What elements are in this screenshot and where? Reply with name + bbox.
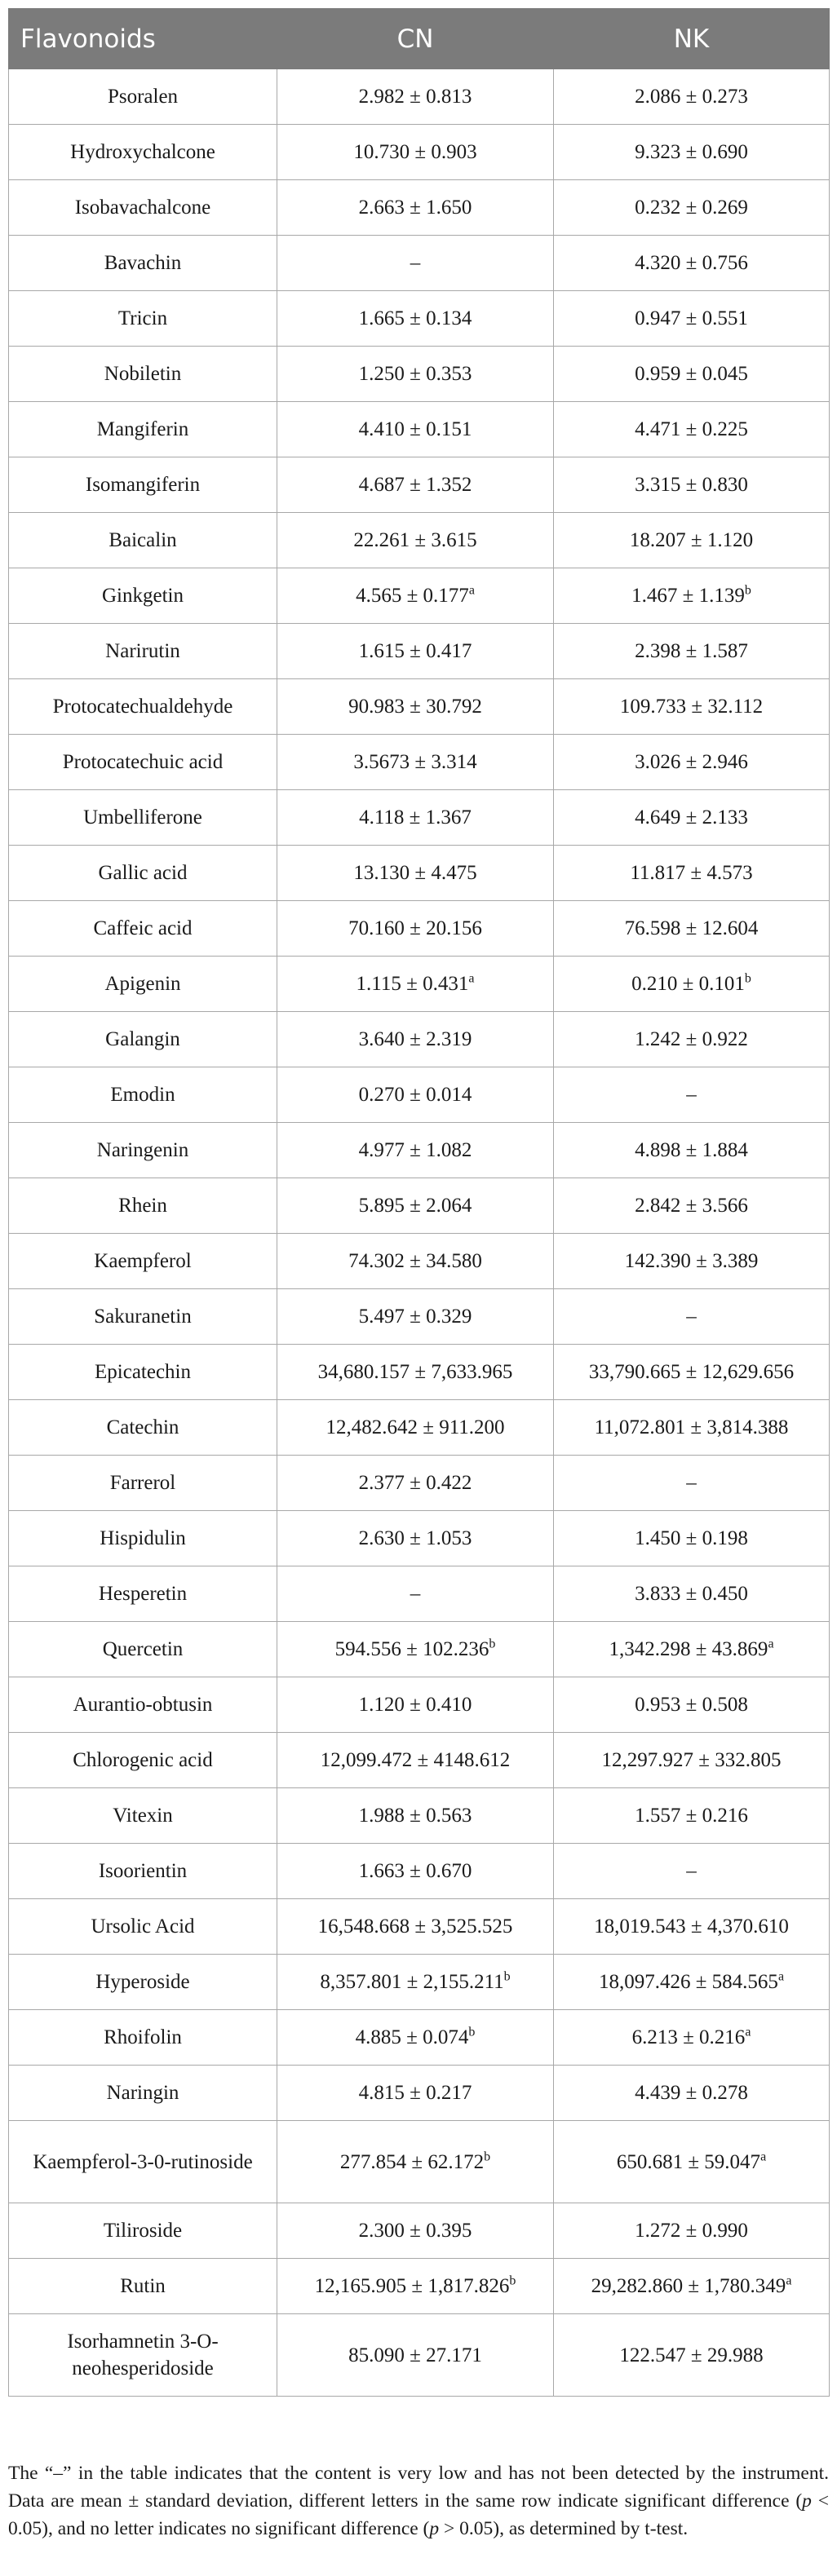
significance-letter: a: [777, 1969, 785, 1984]
cell-cn-value-text: 4.565 ± 0.177: [356, 585, 469, 607]
cell-cn-value-text: –: [410, 1583, 421, 1605]
cell-nk-value: [554, 1788, 830, 1844]
cell-flavonoid-name: Galangin: [9, 1012, 277, 1067]
significance-letter: a: [760, 2150, 767, 2164]
cell-nk-value-text: 3.833 ± 0.450: [635, 1583, 748, 1605]
cell-flavonoid-name: Rhein: [9, 1178, 277, 1234]
cell-flavonoid-name: Isorhamnetin 3-O-neohesperidoside: [9, 2314, 277, 2397]
cell-nk-value: [554, 1622, 830, 1677]
cell-nk-value-text: 0.959 ± 0.045: [635, 363, 748, 385]
cell-cn-value-text: 10.730 ± 0.903: [353, 141, 477, 163]
cell-cn-value-text: 1.663 ± 0.670: [358, 1860, 472, 1882]
table-row: [9, 1788, 830, 1844]
cell-nk-value-text: –: [686, 1472, 697, 1494]
table-header: [9, 9, 830, 69]
table-row: [9, 180, 830, 236]
cell-nk-value-text: 109.733 ± 32.112: [619, 696, 764, 718]
cell-nk-value-text: 1.557 ± 0.216: [635, 1805, 748, 1827]
table-row: [9, 1677, 830, 1733]
cell-cn-value: [277, 69, 554, 125]
cell-cn-value: [277, 957, 554, 1012]
cell-cn-value: [277, 457, 554, 513]
cell-nk-value-text: 650.681 ± 59.047: [616, 2150, 761, 2173]
footnote-p-symbol-2: p: [429, 2518, 440, 2539]
cell-nk-value-text: 4.439 ± 0.278: [635, 2082, 748, 2104]
table-row: [9, 291, 830, 347]
cell-cn-value-text: 1.988 ± 0.563: [358, 1805, 472, 1827]
table-row: [9, 2259, 830, 2314]
cell-cn-value-text: 16,548.668 ± 3,525.525: [317, 1915, 513, 1938]
cell-nk-value: [554, 2010, 830, 2066]
cell-nk-value-text: 18,019.543 ± 4,370.610: [594, 1915, 789, 1938]
cell-cn-value: [277, 513, 554, 568]
cell-nk-value-text: 0.947 ± 0.551: [635, 307, 748, 329]
cell-cn-value: [277, 1067, 554, 1123]
cell-nk-value-text: 12,297.927 ± 332.805: [601, 1749, 782, 1771]
table-row: [9, 846, 830, 901]
table-row: [9, 1511, 830, 1566]
cell-flavonoid-name: Farrerol: [9, 1456, 277, 1511]
table-row: [9, 568, 830, 624]
table-row: [9, 1012, 830, 1067]
cell-cn-value-text: 1.615 ± 0.417: [358, 640, 472, 662]
table-row: [9, 1067, 830, 1123]
table-row: [9, 402, 830, 457]
footnote-p-symbol-1: p: [802, 2490, 812, 2512]
cell-flavonoid-name: Naringenin: [9, 1123, 277, 1178]
cell-cn-value-text: 4.977 ± 1.082: [358, 1139, 472, 1161]
cell-flavonoid-name: Hydroxychalcone: [9, 125, 277, 180]
cell-nk-value-text: 4.898 ± 1.884: [635, 1139, 748, 1161]
cell-cn-value: [277, 1955, 554, 2010]
cell-flavonoid-name: Caffeic acid: [9, 901, 277, 957]
cell-flavonoid-name: Bavachin: [9, 236, 277, 291]
cell-nk-value: [554, 735, 830, 790]
footnote-text-3: > 0.05), as determined by t-test.: [439, 2518, 689, 2539]
header-cn: CN: [277, 9, 554, 69]
cell-nk-value: [554, 1955, 830, 2010]
cell-nk-value: [554, 1844, 830, 1899]
cell-cn-value-text: 85.090 ± 27.171: [348, 2344, 482, 2366]
table-row: [9, 1289, 830, 1345]
table-row: [9, 679, 830, 735]
cell-cn-value: [277, 1400, 554, 1456]
cell-flavonoid-name: Nobiletin: [9, 347, 277, 402]
cell-cn-value: [277, 402, 554, 457]
table-row: [9, 624, 830, 679]
cell-cn-value: [277, 1622, 554, 1677]
table-row: [9, 2010, 830, 2066]
cell-cn-value: [277, 1234, 554, 1289]
cell-flavonoid-name: Protocatechuic acid: [9, 735, 277, 790]
cell-flavonoid-name: Mangiferin: [9, 402, 277, 457]
table-footnote: [8, 2459, 829, 2543]
cell-cn-value-text: 12,165.905 ± 1,817.826: [314, 2275, 510, 2297]
cell-nk-value: [554, 1012, 830, 1067]
table-row: [9, 2121, 830, 2203]
cell-flavonoid-name: Hesperetin: [9, 1566, 277, 1622]
cell-cn-value-text: 34,680.157 ± 7,633.965: [317, 1361, 513, 1383]
cell-nk-value-text: 3.315 ± 0.830: [635, 474, 748, 496]
cell-cn-value-text: 0.270 ± 0.014: [358, 1084, 472, 1106]
significance-letter: a: [745, 2025, 751, 2039]
header-flavonoids: Flavonoids: [9, 9, 277, 69]
cell-nk-value-text: –: [686, 1860, 697, 1882]
cell-nk-value: [554, 2066, 830, 2121]
significance-letter: b: [489, 1637, 496, 1651]
cell-nk-value: [554, 1178, 830, 1234]
cell-nk-value: [554, 2314, 830, 2397]
cell-nk-value: [554, 568, 830, 624]
cell-cn-value-text: 1.250 ± 0.353: [358, 363, 472, 385]
cell-nk-value: [554, 901, 830, 957]
cell-nk-value: [554, 2259, 830, 2314]
cell-flavonoid-name: Hyperoside: [9, 1955, 277, 2010]
cell-cn-value-text: 22.261 ± 3.615: [353, 529, 477, 551]
table-row: [9, 236, 830, 291]
header-nk: NK: [554, 9, 830, 69]
cell-flavonoid-name: Rhoifolin: [9, 2010, 277, 2066]
table-row: [9, 901, 830, 957]
cell-nk-value-text: 29,282.860 ± 1,780.349: [591, 2275, 786, 2297]
cell-flavonoid-name: Vitexin: [9, 1788, 277, 1844]
cell-cn-value-text: 13.130 ± 4.475: [353, 862, 477, 884]
cell-cn-value: [277, 1456, 554, 1511]
cell-cn-value: [277, 236, 554, 291]
cell-nk-value: [554, 957, 830, 1012]
cell-nk-value-text: 4.471 ± 0.225: [635, 418, 748, 440]
significance-letter: a: [768, 1637, 774, 1651]
cell-flavonoid-name: Isoorientin: [9, 1844, 277, 1899]
cell-cn-value-text: 8,357.801 ± 2,155.211: [320, 1971, 504, 1993]
cell-flavonoid-name: Quercetin: [9, 1622, 277, 1677]
cell-cn-value-text: 4.118 ± 1.367: [359, 806, 472, 828]
cell-cn-value: [277, 2066, 554, 2121]
table-row: [9, 1899, 830, 1955]
cell-nk-value: [554, 2121, 830, 2203]
cell-flavonoid-name: Psoralen: [9, 69, 277, 125]
cell-nk-value-text: 122.547 ± 29.988: [619, 2344, 764, 2366]
cell-nk-value: [554, 624, 830, 679]
cell-nk-value-text: 4.649 ± 2.133: [635, 806, 748, 828]
cell-cn-value-text: 5.895 ± 2.064: [358, 1195, 472, 1217]
table-row: [9, 1622, 830, 1677]
table-row: [9, 1123, 830, 1178]
cell-nk-value-text: 6.213 ± 0.216: [631, 2026, 746, 2048]
cell-cn-value-text: 1.665 ± 0.134: [358, 307, 472, 329]
cell-cn-value: [277, 1899, 554, 1955]
footnote-text-2: < 0.05), and no letter indicates no significant difference (: [8, 2490, 829, 2539]
cell-nk-value: [554, 1511, 830, 1566]
cell-cn-value-text: 5.497 ± 0.329: [358, 1306, 472, 1328]
cell-nk-value: [554, 1899, 830, 1955]
significance-letter: b: [484, 2150, 491, 2164]
table-row: [9, 1566, 830, 1622]
cell-cn-value-text: 74.302 ± 34.580: [348, 1250, 482, 1272]
cell-cn-value-text: 3.5673 ± 3.314: [353, 751, 477, 773]
cell-nk-value-text: 1,342.298 ± 43.869: [609, 1638, 768, 1660]
table-row: [9, 69, 830, 125]
table-row: [9, 2066, 830, 2121]
cell-cn-value-text: 4.687 ± 1.352: [358, 474, 472, 496]
cell-cn-value: [277, 1178, 554, 1234]
cell-cn-value-text: 3.640 ± 2.319: [358, 1028, 472, 1050]
cell-nk-value: [554, 1123, 830, 1178]
cell-nk-value-text: 18.207 ± 1.120: [629, 529, 754, 551]
significance-letter: b: [744, 583, 751, 598]
cell-cn-value: [277, 1123, 554, 1178]
cell-cn-value: [277, 1566, 554, 1622]
cell-flavonoid-name: Baicalin: [9, 513, 277, 568]
significance-letter: a: [786, 2273, 792, 2288]
cell-cn-value: [277, 568, 554, 624]
cell-flavonoid-name: Ginkgetin: [9, 568, 277, 624]
cell-nk-value: [554, 1234, 830, 1289]
cell-nk-value: [554, 69, 830, 125]
cell-nk-value: [554, 1456, 830, 1511]
significance-letter: b: [509, 2273, 516, 2288]
cell-flavonoid-name: Hispidulin: [9, 1511, 277, 1566]
table-row: [9, 1955, 830, 2010]
header-row: [9, 9, 830, 69]
cell-flavonoid-name: Umbelliferone: [9, 790, 277, 846]
cell-cn-value-text: 12,099.472 ± 4148.612: [320, 1749, 511, 1771]
cell-cn-value: [277, 901, 554, 957]
cell-cn-value: [277, 1345, 554, 1400]
cell-cn-value-text: 12,482.642 ± 911.200: [326, 1416, 505, 1438]
cell-nk-value: [554, 1677, 830, 1733]
cell-nk-value-text: 0.232 ± 0.269: [635, 197, 748, 219]
cell-cn-value: [277, 2121, 554, 2203]
table-row: [9, 1345, 830, 1400]
cell-nk-value-text: 76.598 ± 12.604: [624, 917, 759, 939]
cell-nk-value-text: 2.842 ± 3.566: [635, 1195, 748, 1217]
cell-nk-value: [554, 1400, 830, 1456]
cell-flavonoid-name: Aurantio-obtusin: [9, 1677, 277, 1733]
cell-nk-value: [554, 1345, 830, 1400]
cell-cn-value: [277, 1844, 554, 1899]
cell-nk-value: [554, 1067, 830, 1123]
table-row: [9, 125, 830, 180]
cell-nk-value-text: 1.242 ± 0.922: [635, 1028, 748, 1050]
cell-cn-value: [277, 1012, 554, 1067]
cell-flavonoid-name: Gallic acid: [9, 846, 277, 901]
cell-flavonoid-name: Protocatechualdehyde: [9, 679, 277, 735]
cell-cn-value-text: 70.160 ± 20.156: [348, 917, 482, 939]
cell-cn-value: [277, 1788, 554, 1844]
cell-nk-value-text: 142.390 ± 3.389: [624, 1250, 759, 1272]
cell-nk-value: [554, 513, 830, 568]
cell-flavonoid-name: Catechin: [9, 1400, 277, 1456]
table-row: [9, 457, 830, 513]
cell-cn-value: [277, 679, 554, 735]
cell-cn-value: [277, 2203, 554, 2259]
cell-flavonoid-name: Tiliroside: [9, 2203, 277, 2259]
cell-cn-value: [277, 1677, 554, 1733]
cell-cn-value: [277, 1733, 554, 1788]
significance-letter: b: [744, 971, 751, 986]
table-row: [9, 1456, 830, 1511]
cell-flavonoid-name: Naringin: [9, 2066, 277, 2121]
table-row: [9, 790, 830, 846]
cell-cn-value-text: 2.630 ± 1.053: [358, 1527, 472, 1549]
cell-flavonoid-name: Emodin: [9, 1067, 277, 1123]
table-row: [9, 2203, 830, 2259]
significance-letter: a: [468, 971, 475, 986]
table-row: [9, 1400, 830, 1456]
cell-cn-value-text: 2.982 ± 0.813: [358, 86, 472, 108]
cell-cn-value: [277, 2314, 554, 2397]
cell-flavonoid-name: Kaempferol-3-0-rutinoside: [9, 2121, 277, 2203]
table-row: [9, 1178, 830, 1234]
cell-cn-value-text: 1.115 ± 0.431: [356, 973, 469, 995]
cell-cn-value: [277, 1511, 554, 1566]
cell-nk-value-text: 1.272 ± 0.990: [635, 2220, 748, 2242]
cell-cn-value-text: 1.120 ± 0.410: [358, 1694, 472, 1716]
cell-nk-value: [554, 1733, 830, 1788]
cell-cn-value: [277, 291, 554, 347]
cell-nk-value: [554, 1566, 830, 1622]
flavonoid-table: [8, 8, 830, 2397]
cell-cn-value-text: 2.300 ± 0.395: [358, 2220, 472, 2242]
cell-nk-value: [554, 2203, 830, 2259]
cell-cn-value: [277, 2010, 554, 2066]
cell-cn-value-text: 4.815 ± 0.217: [358, 2082, 472, 2104]
cell-cn-value: [277, 347, 554, 402]
cell-nk-value: [554, 125, 830, 180]
cell-cn-value: [277, 624, 554, 679]
table-row: [9, 2314, 830, 2397]
table-row: [9, 1733, 830, 1788]
cell-cn-value-text: 2.377 ± 0.422: [358, 1472, 472, 1494]
cell-nk-value: [554, 236, 830, 291]
cell-cn-value: [277, 180, 554, 236]
cell-cn-value-text: 277.854 ± 62.172: [339, 2150, 485, 2173]
cell-flavonoid-name: Narirutin: [9, 624, 277, 679]
cell-nk-value-text: 11,072.801 ± 3,814.388: [594, 1416, 789, 1438]
table-row: [9, 957, 830, 1012]
cell-cn-value-text: 2.663 ± 1.650: [358, 197, 472, 219]
cell-flavonoid-name: Isomangiferin: [9, 457, 277, 513]
table-row: [9, 1844, 830, 1899]
table-row: [9, 347, 830, 402]
cell-nk-value-text: 11.817 ± 4.573: [630, 862, 753, 884]
cell-nk-value: [554, 679, 830, 735]
cell-nk-value-text: 2.086 ± 0.273: [635, 86, 748, 108]
cell-nk-value-text: 0.953 ± 0.508: [635, 1694, 748, 1716]
cell-cn-value: [277, 735, 554, 790]
footnote-text-1: The “–” in the table indicates that the content is very low and has not been detected by the instrument. Data are mean ± standard deviation, different letters in the same row indicate significant difference (: [8, 2463, 829, 2512]
cell-nk-value-text: 1.467 ± 1.139: [631, 585, 745, 607]
cell-flavonoid-name: Sakuranetin: [9, 1289, 277, 1345]
table-row: [9, 513, 830, 568]
cell-nk-value: [554, 1289, 830, 1345]
cell-cn-value: [277, 846, 554, 901]
significance-letter: a: [468, 583, 475, 598]
cell-flavonoid-name: Tricin: [9, 291, 277, 347]
cell-nk-value: [554, 846, 830, 901]
table-row: [9, 735, 830, 790]
cell-flavonoid-name: Apigenin: [9, 957, 277, 1012]
cell-flavonoid-name: Kaempferol: [9, 1234, 277, 1289]
significance-letter: b: [468, 2025, 476, 2039]
cell-cn-value: [277, 790, 554, 846]
cell-cn-value: [277, 1289, 554, 1345]
cell-nk-value: [554, 180, 830, 236]
cell-nk-value: [554, 347, 830, 402]
cell-nk-value-text: –: [686, 1084, 697, 1106]
cell-nk-value: [554, 790, 830, 846]
cell-nk-value-text: 2.398 ± 1.587: [635, 640, 748, 662]
cell-nk-value-text: –: [686, 1306, 697, 1328]
cell-cn-value: [277, 125, 554, 180]
cell-nk-value-text: 9.323 ± 0.690: [635, 141, 748, 163]
cell-cn-value: [277, 2259, 554, 2314]
cell-flavonoid-name: Rutin: [9, 2259, 277, 2314]
table-row: [9, 1234, 830, 1289]
cell-flavonoid-name: Isobavachalcone: [9, 180, 277, 236]
table-body: [9, 69, 830, 2397]
cell-nk-value: [554, 402, 830, 457]
cell-nk-value-text: 18,097.426 ± 584.565: [598, 1971, 778, 1993]
cell-nk-value: [554, 291, 830, 347]
cell-cn-value-text: 4.410 ± 0.151: [358, 418, 472, 440]
cell-nk-value-text: 0.210 ± 0.101: [631, 973, 745, 995]
cell-flavonoid-name: Epicatechin: [9, 1345, 277, 1400]
cell-cn-value-text: 594.556 ± 102.236: [334, 1638, 489, 1660]
cell-cn-value-text: 90.983 ± 30.792: [348, 696, 482, 718]
cell-nk-value-text: 3.026 ± 2.946: [635, 751, 748, 773]
cell-nk-value-text: 1.450 ± 0.198: [635, 1527, 748, 1549]
cell-cn-value-text: 4.885 ± 0.074: [355, 2026, 469, 2048]
cell-nk-value-text: 33,790.665 ± 12,629.656: [588, 1361, 795, 1383]
cell-flavonoid-name: Chlorogenic acid: [9, 1733, 277, 1788]
cell-flavonoid-name: Ursolic Acid: [9, 1899, 277, 1955]
cell-nk-value: [554, 457, 830, 513]
cell-cn-value-text: –: [410, 252, 421, 274]
significance-letter: b: [503, 1969, 511, 1984]
cell-nk-value-text: 4.320 ± 0.756: [635, 252, 748, 274]
